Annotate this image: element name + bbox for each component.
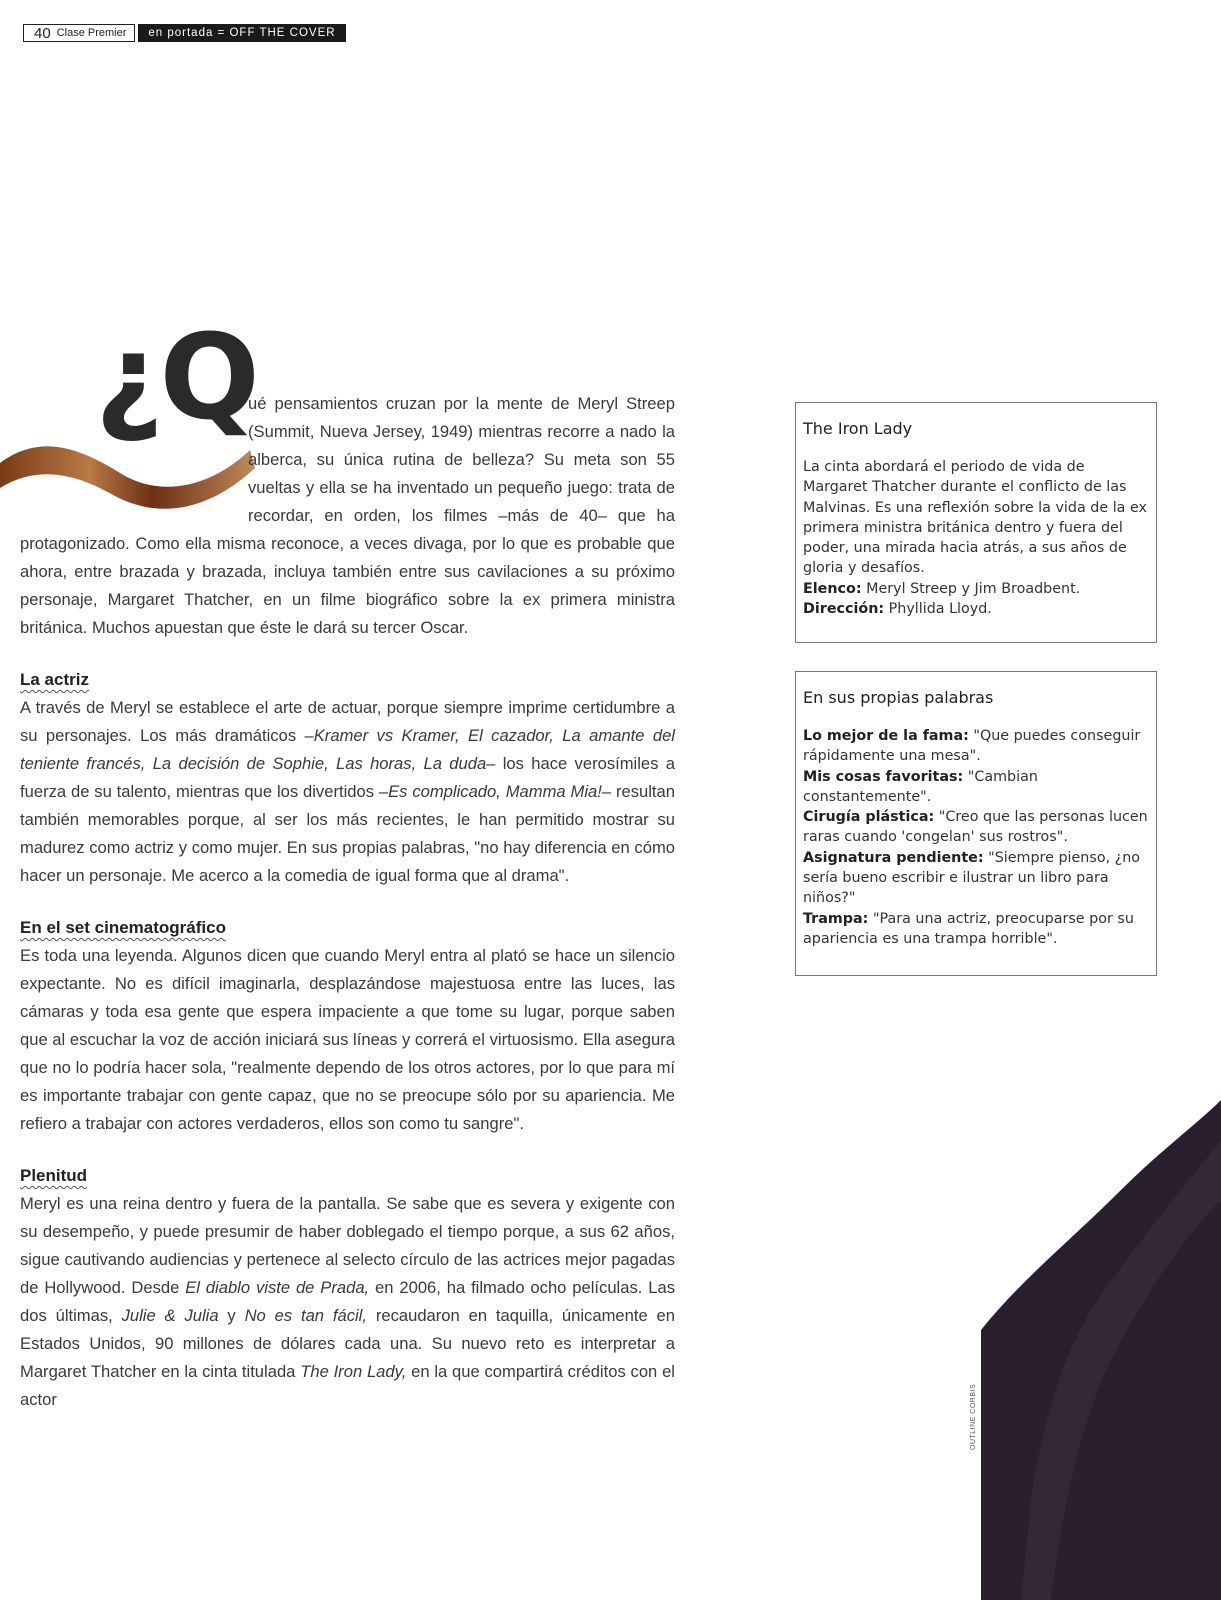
quote-text: "Para una actriz, preocuparse por su apariencia es una trampa horrible". bbox=[803, 910, 1134, 947]
synopsis: La cinta abordará el periodo de vida de Margaret Thatcher durante el conflicto de las Malvinas. Es una reflexión sobre la vida de la ex primera ministra británica dentro y fuera del poder, una mirada hacia atrás, a sus años de gloria y desafíos. bbox=[803, 459, 1147, 577]
quote-label: Asignatura pendiente: bbox=[803, 849, 984, 866]
quote-text: "Siempre pienso, ¿no sería bueno escribir e ilustrar un libro para niños?" bbox=[803, 849, 1141, 907]
text-run: en 2006, ha filmado ocho películas. Las dos últimas, bbox=[20, 1278, 676, 1325]
quote-label: Trampa: bbox=[803, 910, 869, 927]
text-run: y bbox=[218, 1306, 245, 1325]
sidebar-box-iron-lady bbox=[795, 402, 1157, 643]
cast-label: Elenco: bbox=[803, 580, 862, 597]
quote-label: Cirugía plástica: bbox=[803, 809, 935, 826]
text-run: A través de Meryl se establece el arte de actuar, porque siempre imprime certidumbre a su personajes. Los más dramáticos bbox=[20, 698, 675, 745]
section-heading-la-actriz: La actriz bbox=[20, 670, 89, 689]
page-number: 40 bbox=[34, 24, 51, 42]
film-title: El diablo viste de Prada, bbox=[185, 1278, 370, 1297]
cast-value: Meryl Streep y Jim Broadbent. bbox=[866, 580, 1081, 597]
intro-paragraph bbox=[20, 390, 675, 642]
text-run: resultan también memorables porque, al ser los más recientes, le han permitido mostrar su madurez como actriz y como mujer. En sus propias palabras, "no hay diferencia en cómo hacer un personaje. Me acerco a la comedia de igual forma que al drama". bbox=[20, 782, 675, 885]
box-text bbox=[803, 457, 1149, 619]
quote-text: "Creo que las personas lucen raras cuando 'congelan' sus rostros". bbox=[803, 809, 1148, 846]
film-title: Julie & Julia bbox=[121, 1306, 219, 1325]
photo-edge bbox=[981, 1100, 1221, 1600]
quote-text: "Cambian constantemente". bbox=[803, 768, 1038, 805]
quote-text: "Que puedes conseguir rápidamente una mesa". bbox=[803, 728, 1141, 765]
section-heading-set: En el set cinematográfico bbox=[20, 918, 226, 937]
box-quotes bbox=[803, 726, 1149, 949]
quote-label: Mis cosas favoritas: bbox=[803, 768, 964, 785]
text-run: Meryl es una reina dentro y fuera de la pantalla. Se sabe que es severa y exigente con su desempeño, y puede presumir de haber doblegado el tiempo porque, a sus 62 años, sigue cautivando audiencias y pertenece al selecto círculo de las actrices mejor pagadas de Hollywood. Desde bbox=[20, 1194, 675, 1297]
page-header bbox=[23, 24, 346, 42]
folio bbox=[23, 24, 135, 42]
paragraph-plenitud bbox=[20, 1190, 675, 1414]
text-run: los hace verosímiles a fuerza de su talento, mientras que los divertidos bbox=[20, 754, 675, 801]
text-run: recaudaron en taquilla, únicamente en Estados Unidos, 90 millones de dólares cada una. Su nuevo reto es interpretar a Margaret Thatcher en la cinta titulada bbox=[20, 1306, 675, 1381]
film-title: The Iron Lady, bbox=[300, 1362, 407, 1381]
paragraph-set: Es toda una leyenda. Algunos dicen que cuando Meryl entra al plató se hace un silencio expectante. No es difícil imaginarla, desplazándose majestuosa entre las luces, las cámaras y toda esa gente que espera impaciente a que tome su lugar, porque saben que al escuchar la voz de acción iniciará sus líneas y correrá el virtuosismo. Ella asegura que no lo podría hacer sola, "realmente dependo de los otros actores, por lo que para mí es importante trabajar con gente capaz, que no se preocupe sólo por su apariencia. Me refiero a trabajar con actores verdaderos, ellos son como tu sangre". bbox=[20, 946, 675, 1133]
box-title: En sus propias palabras bbox=[803, 688, 994, 707]
quote-label: Lo mejor de la fama: bbox=[803, 728, 969, 744]
paragraph-la-actriz bbox=[20, 694, 675, 890]
intro-text: ué pensamientos cruzan por la mente de Meryl Streep (Summit, Nueva Jersey, 1949) mientras recorre a nado la alberca, su única rutina de belleza? Su meta son 55 vueltas y ella se ha inventado un pequeño juego: trata de recordar, en orden, los filmes –más de 40– que ha protagonizado. Como ella misma reconoce, a veces divaga, por lo que es probable que ahora, entre brazada y brazada, incluya también entre sus cavilaciones a su próximo personaje, Margaret Thatcher, en un filme biográfico sobre la ex primera ministra británica. Muchos apuestan que éste le dará su tercer Oscar. bbox=[20, 394, 675, 637]
text-run: en la que compartirá créditos con el actor bbox=[20, 1362, 675, 1409]
director-value: Phyllida Lloyd. bbox=[888, 601, 992, 618]
photo-credit: OUTLINE CORBIS bbox=[970, 1383, 977, 1450]
film-titles-comedy: –Es complicado, Mamma Mia!– bbox=[378, 782, 612, 801]
drop-cap: ¿Q bbox=[95, 308, 256, 446]
section-heading-plenitud: Plenitud bbox=[20, 1166, 88, 1185]
film-title: No es tan fácil, bbox=[244, 1306, 367, 1325]
box-title: The Iron Lady bbox=[803, 419, 913, 438]
director-label: Dirección: bbox=[803, 601, 885, 618]
magazine-name: Clase Premier bbox=[56, 27, 127, 39]
film-titles-dramatic: –Kramer vs Kramer, El cazador, La amante del teniente francés, La decisión de Sophie, Las horas, La duda– bbox=[20, 726, 675, 773]
article-body bbox=[20, 390, 675, 1414]
section-label: en portada = OFF THE COVER bbox=[138, 24, 345, 42]
sidebar-box-quotes bbox=[795, 671, 1157, 976]
